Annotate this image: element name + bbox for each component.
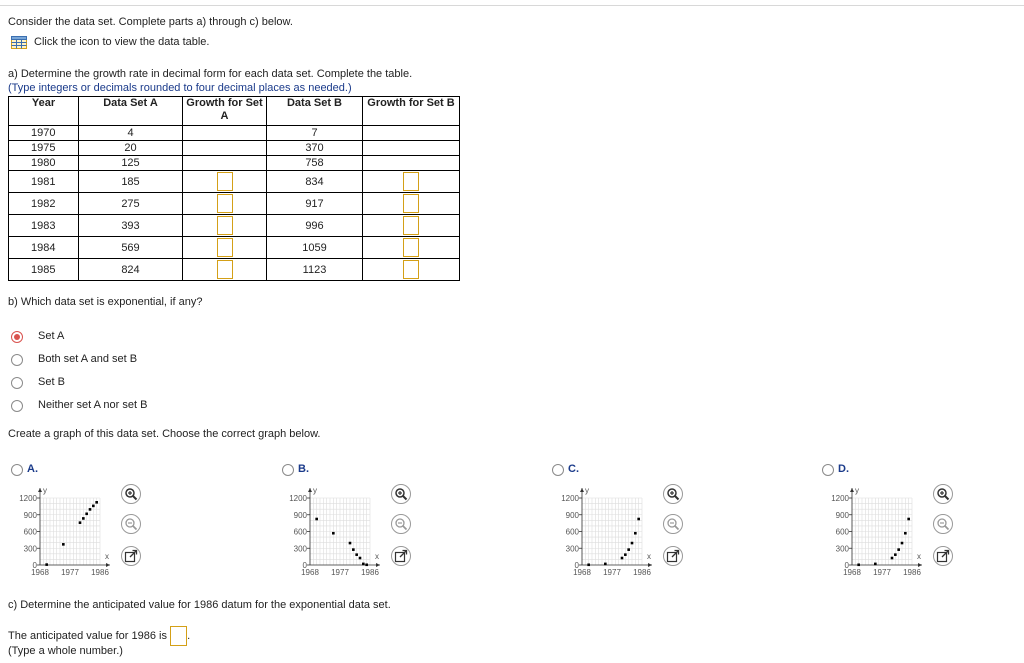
zoom-out-icon[interactable] (121, 514, 141, 534)
radio-graph-a[interactable] (11, 464, 23, 476)
header-growth-b: Growth for Set B (363, 97, 460, 126)
x-axis-label: x (647, 552, 651, 561)
part-c-answer-suffix: . (187, 629, 191, 642)
x-axis-label: x (105, 552, 109, 561)
graph-option-d-label[interactable]: D. (838, 463, 849, 475)
radio-graph-b[interactable] (282, 464, 294, 476)
cell-growth-a (183, 171, 267, 193)
cell-growth-b (363, 193, 460, 215)
cell-year: 1983 (9, 215, 79, 237)
data-point (85, 513, 88, 516)
external-link-icon[interactable] (121, 546, 141, 566)
growth-b-input[interactable] (403, 216, 419, 235)
y-tick-label: 0 (574, 561, 579, 570)
y-tick-label: 0 (32, 561, 37, 570)
cell-year: 1984 (9, 237, 79, 259)
cell-year: 1980 (9, 156, 79, 171)
y-tick-label: 900 (23, 510, 37, 520)
y-axis-arrow (850, 488, 854, 492)
growth-a-input[interactable] (217, 260, 233, 279)
data-point (362, 563, 365, 566)
cell-growth-a (183, 126, 267, 141)
y-tick-label: 300 (23, 544, 37, 554)
zoom-out-icon[interactable] (663, 514, 683, 534)
cell-data-a: 125 (79, 156, 183, 171)
part-a-hint: (Type integers or decimals rounded to four decimal places as needed.) (8, 82, 352, 94)
radio-graph-d[interactable] (822, 464, 834, 476)
header-year: Year (9, 97, 79, 126)
y-tick-label: 1200 (561, 494, 579, 503)
cell-growth-b (363, 237, 460, 259)
cell-data-a: 824 (79, 259, 183, 281)
y-axis-label: y (855, 486, 859, 495)
graph-option-c-label[interactable]: C. (568, 463, 579, 475)
y-tick-label: 900 (835, 510, 849, 520)
table-header-row (9, 97, 460, 126)
option-both[interactable]: Both set A and set B (38, 353, 138, 365)
cell-growth-b (363, 259, 460, 281)
zoom-out-icon[interactable] (391, 514, 411, 534)
growth-b-input[interactable] (403, 260, 419, 279)
radio-neither[interactable] (11, 400, 23, 412)
y-axis-arrow (308, 488, 312, 492)
cell-data-a: 185 (79, 171, 183, 193)
header-data-set-a: Data Set A (79, 97, 183, 126)
data-point (891, 557, 894, 560)
x-axis-arrow (648, 563, 652, 567)
y-tick-label: 300 (293, 544, 307, 554)
radio-set-a[interactable] (11, 331, 23, 343)
data-point (604, 563, 607, 566)
cell-data-a: 569 (79, 237, 183, 259)
y-tick-label: 300 (835, 544, 849, 554)
table-link[interactable]: Click the icon to view the data table. (34, 36, 210, 48)
data-point (904, 532, 907, 535)
graph-prompt: Create a graph of this data set. Choose the correct graph below. (8, 428, 321, 440)
part-c-answer-prefix: The anticipated value for 1986 is (8, 629, 167, 642)
table-row (9, 126, 460, 141)
table-icon[interactable] (11, 36, 27, 49)
instructions-text: Consider the data set. Complete parts a) through c) below. (8, 16, 293, 28)
external-link-icon[interactable] (933, 546, 953, 566)
data-point (857, 563, 860, 566)
growth-table (8, 96, 460, 281)
table-row (9, 259, 460, 281)
external-link-icon[interactable] (391, 546, 411, 566)
data-point (89, 508, 92, 511)
header-growth-a: Growth for Set A (183, 97, 267, 126)
x-tick-label: 1968 (573, 568, 591, 577)
data-point (365, 563, 368, 566)
x-axis-arrow (376, 563, 380, 567)
radio-set-b[interactable] (11, 377, 23, 389)
part-b-question: b) Which data set is exponential, if any? (8, 296, 203, 308)
option-set-b[interactable]: Set B (38, 376, 65, 388)
cell-data-a: 4 (79, 126, 183, 141)
cell-data-b: 1059 (267, 237, 363, 259)
zoom-in-icon[interactable] (933, 484, 953, 504)
data-point (624, 553, 627, 556)
data-point (62, 543, 65, 546)
x-axis-label: x (917, 552, 921, 561)
part-a-question: a) Determine the growth rate in decimal form for each data set. Complete the table. (8, 68, 413, 80)
y-tick-label: 1200 (289, 494, 307, 503)
data-point (349, 542, 352, 545)
data-point (634, 532, 637, 535)
y-axis-label: y (585, 486, 589, 495)
graph-option-b-label[interactable]: B. (298, 463, 309, 475)
data-point (355, 553, 358, 556)
data-point (897, 548, 900, 551)
cell-growth-a (183, 237, 267, 259)
plot-grid (582, 498, 642, 565)
data-point (587, 563, 590, 566)
zoom-in-icon[interactable] (391, 484, 411, 504)
x-tick-label: 1977 (61, 568, 79, 577)
data-point (82, 517, 85, 520)
part-c-answer-row (8, 626, 190, 646)
cell-growth-b (363, 126, 460, 141)
x-tick-label: 1986 (903, 568, 921, 577)
y-tick-label: 600 (565, 527, 579, 537)
data-point (631, 542, 634, 545)
cell-data-b: 7 (267, 126, 363, 141)
data-point (894, 553, 897, 556)
x-tick-label: 1968 (31, 568, 49, 577)
cell-year: 1985 (9, 259, 79, 281)
cell-year: 1982 (9, 193, 79, 215)
cell-growth-b (363, 215, 460, 237)
cell-year: 1970 (9, 126, 79, 141)
y-tick-label: 1200 (19, 494, 37, 503)
data-point (95, 501, 98, 504)
data-point (874, 563, 877, 566)
plot-grid (40, 498, 100, 565)
cell-data-a: 20 (79, 141, 183, 156)
x-tick-label: 1986 (91, 568, 109, 577)
zoom-out-icon[interactable] (933, 514, 953, 534)
cell-data-b: 834 (267, 171, 363, 193)
growth-b-input[interactable] (403, 172, 419, 191)
y-tick-label: 300 (565, 544, 579, 554)
y-axis-label: y (43, 486, 47, 495)
part-c-hint: (Type a whole number.) (8, 645, 123, 657)
growth-a-input[interactable] (217, 238, 233, 257)
y-tick-label: 0 (844, 561, 849, 570)
cell-year: 1981 (9, 171, 79, 193)
data-point (79, 521, 82, 524)
external-link-icon[interactable] (663, 546, 683, 566)
table-row (9, 237, 460, 259)
y-tick-label: 600 (293, 527, 307, 537)
table-row (9, 215, 460, 237)
cell-growth-b (363, 141, 460, 156)
x-axis-arrow (918, 563, 922, 567)
y-tick-label: 900 (565, 510, 579, 520)
zoom-in-icon[interactable] (121, 484, 141, 504)
y-tick-label: 0 (302, 561, 307, 570)
plot-grid (310, 498, 370, 565)
cell-data-b: 996 (267, 215, 363, 237)
cell-growth-a (183, 259, 267, 281)
cell-data-b: 1123 (267, 259, 363, 281)
top-divider (0, 5, 1024, 6)
growth-b-input[interactable] (403, 194, 419, 213)
data-point (637, 518, 640, 521)
data-point (907, 518, 910, 521)
anticipated-value-input[interactable] (170, 626, 187, 646)
cell-data-b: 758 (267, 156, 363, 171)
x-tick-label: 1986 (633, 568, 651, 577)
x-tick-label: 1977 (873, 568, 891, 577)
x-axis-arrow (106, 563, 110, 567)
data-point (901, 542, 904, 545)
cell-growth-b (363, 171, 460, 193)
table-row (9, 171, 460, 193)
data-point (352, 548, 355, 551)
cell-year: 1975 (9, 141, 79, 156)
data-point (359, 557, 362, 560)
x-tick-label: 1968 (301, 568, 319, 577)
cell-growth-a (183, 193, 267, 215)
x-tick-label: 1977 (331, 568, 349, 577)
growth-a-input[interactable] (217, 194, 233, 213)
cell-data-b: 370 (267, 141, 363, 156)
y-axis-arrow (580, 488, 584, 492)
cell-growth-a (183, 156, 267, 171)
zoom-in-icon[interactable] (663, 484, 683, 504)
data-point (621, 557, 624, 560)
y-axis-arrow (38, 488, 42, 492)
data-point (92, 505, 95, 508)
option-neither[interactable]: Neither set A nor set B (38, 399, 148, 411)
cell-growth-b (363, 156, 460, 171)
data-point (332, 532, 335, 535)
table-row (9, 141, 460, 156)
x-tick-label: 1968 (843, 568, 861, 577)
cell-growth-a (183, 215, 267, 237)
cell-data-a: 275 (79, 193, 183, 215)
y-tick-label: 1200 (831, 494, 849, 503)
x-tick-label: 1977 (603, 568, 621, 577)
growth-b-input[interactable] (403, 238, 419, 257)
y-axis-label: y (313, 486, 317, 495)
plot-grid (852, 498, 912, 565)
radio-graph-c[interactable] (552, 464, 564, 476)
growth-a-input[interactable] (217, 172, 233, 191)
y-tick-label: 900 (293, 510, 307, 520)
x-axis-label: x (375, 552, 379, 561)
x-tick-label: 1986 (361, 568, 379, 577)
part-c-question: c) Determine the anticipated value for 1986 datum for the exponential data set. (8, 599, 391, 611)
cell-data-b: 917 (267, 193, 363, 215)
data-point (45, 563, 48, 566)
graph-option-a-label[interactable]: A. (27, 463, 38, 475)
radio-both[interactable] (11, 354, 23, 366)
y-tick-label: 600 (23, 527, 37, 537)
cell-growth-a (183, 141, 267, 156)
cell-data-a: 393 (79, 215, 183, 237)
option-set-a[interactable]: Set A (38, 330, 65, 342)
data-point (627, 548, 630, 551)
data-point (315, 518, 318, 521)
y-tick-label: 600 (835, 527, 849, 537)
header-data-set-b: Data Set B (267, 97, 363, 126)
growth-a-input[interactable] (217, 216, 233, 235)
table-row (9, 156, 460, 171)
table-row (9, 193, 460, 215)
